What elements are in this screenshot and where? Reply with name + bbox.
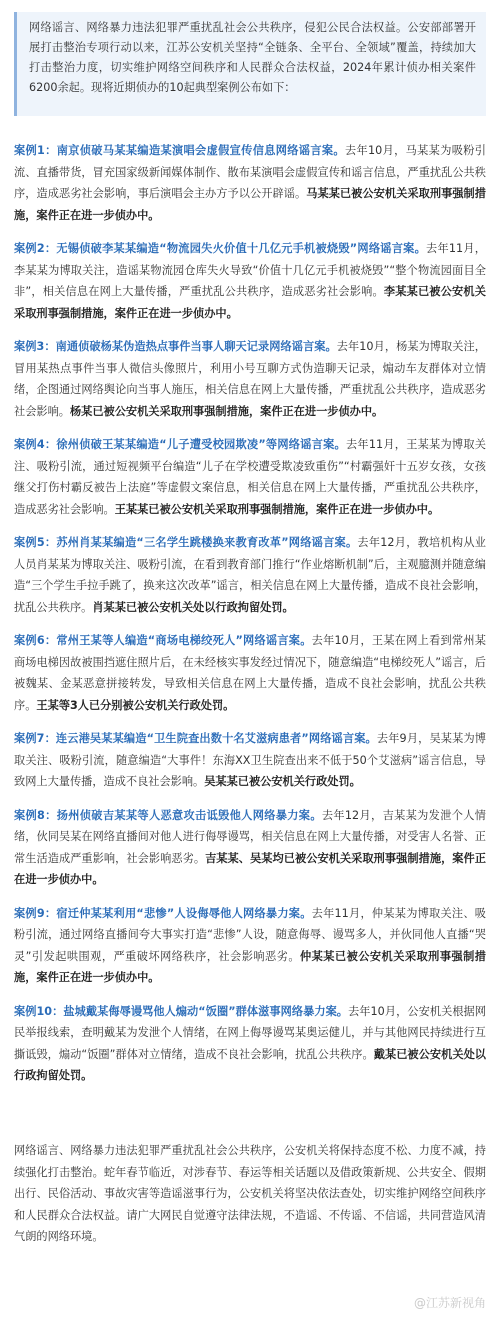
case-item — [14, 1001, 486, 1087]
case-body: 去年10月，杨某为博取关注，冒用某热点事件当事人微信头像照片，利用小号互聊方式伪造聊天记录，煽动车友群体对立情绪，企图通过网络舆论向当事人施压，相关信息在网上大量传播，严重扰乱公共秩序，造成恶劣社会影响。 — [14, 340, 486, 418]
case-title: 案例10：盐城戴某侮辱谩骂他人煽动“饭圈”群体滋事网络暴力案。 — [14, 1004, 349, 1018]
case-title: 案例9：宿迁仲某某利用“悲惨”人设侮辱他人网络暴力案。 — [14, 906, 312, 920]
case-title: 案例3：南通侦破杨某伪造热点事件当事人聊天记录网络谣言案。 — [14, 340, 337, 353]
watermark: @江苏新视角 — [413, 1296, 486, 1310]
case-title: 案例1：南京侦破马某某编造某演唱会虚假宣传信息网络谣言案。 — [14, 144, 345, 157]
case-body: 去年12月，吉某某为发泄个人情绪，伙同吴某在网络直播间对他人进行侮辱谩骂，相关信息在网上大量传播，对受害人名誉、正常生活造成严重影响，社会影响恶劣。 — [14, 808, 486, 865]
case-result: 王某等3人已分别被公安机关行政处罚。 — [36, 698, 235, 712]
case-item — [14, 903, 486, 989]
intro-box — [14, 12, 486, 116]
case-item — [14, 805, 486, 891]
closing-text: 网络谣言、网络暴力违法犯罪严重扰乱社会公共秩序，公安机关将保持态度不松、力度不减，持续强化打击整治。蛇年春节临近，对涉春节、春运等相关话题以及借政策新规、公共安全、假期出行、民俗活动、事故灾害等造谣滋事行为，公安机关将坚决依法查处，切实维护网络空间秩序和人民群众合法权益。请广大网民自觉遵守法律法规，不造谣、不传谣、不信谣，共同营造风清气朗的网络环境。 — [14, 1144, 486, 1243]
case-body: 去年11月，仲某某为博取关注、吸粉引流，通过网络直播间夸大事实打造“悲惨”人设，随意侮辱、谩骂多人，并伙同他人直播“哭灵”引发起哄围观，严重破坏网络秩序，社会影响恶劣。 — [14, 906, 486, 963]
case-body: 去年10月，马某某为吸粉引流、直播带货，冒充国家级新闻媒体制作、散布某演唱会虚假宣传和谣言信息，严重扰乱公共秩序，造成恶劣社会影响，事后演唱会主办方予以公开辟谣。 — [14, 144, 486, 200]
case-item — [14, 728, 486, 793]
case-body: 去年9月，吴某某为博取关注、吸粉引流，随意编造“大事件！东海XX卫生院查出来不低于50个艾滋病”谣言信息，导致网上大量传播，造成不良社会影响。 — [14, 732, 486, 788]
case-list — [14, 140, 486, 1099]
case-title: 案例5：苏州肖某某编造“三名学生跳楼换来教育改革”网络谣言案。 — [14, 536, 358, 549]
case-result: 吉某某、吴某均已被公安机关采取刑事强制措施，案件正在进一步侦办中。 — [14, 851, 486, 886]
case-result: 杨某已被公安机关采取刑事强制措施，案件正在进一步侦办中。 — [69, 404, 384, 418]
case-result: 肖某某已被公安机关处以行政拘留处罚。 — [92, 600, 294, 614]
case-title: 案例6：常州王某等人编造“商场电梯绞死人”网络谣言案。 — [14, 634, 312, 647]
case-result: 仲某某已被公安机关采取刑事强制措施，案件正在进一步侦办中。 — [14, 949, 486, 984]
closing-paragraph — [14, 1140, 486, 1248]
case-item — [14, 630, 486, 716]
case-body: 去年11月，王某某为博取关注、吸粉引流，通过短视频平台编造“儿子在学校遭受欺凌致重伤”“村霸强奸十五岁女孩，女孩继父打伤村霸反被告上法庭”等虚假文案信息，相关信息在网上大量传播，严重扰乱公共秩序，造成恶劣社会影响。 — [14, 438, 486, 516]
case-body: 去年11月，李某某为博取关注，造谣某物流园仓库失火导致“价值十几亿元手机被烧毁”“整个物流园面目全非”，相关信息在网上大量传播，严重扰乱公共秩序，造成恶劣社会影响。 — [14, 242, 486, 298]
case-title: 案例2：无锡侦破李某某编造“物流园失火价值十几亿元手机被烧毁”网络谣言案。 — [14, 242, 427, 255]
case-title: 案例4：徐州侦破王某某编造“儿子遭受校园欺凌”等网络谣言案。 — [14, 438, 346, 451]
case-item — [14, 238, 486, 324]
case-result: 李某某已被公安机关采取刑事强制措施，案件正在进一步侦办中。 — [14, 285, 486, 320]
case-title: 案例7：连云港吴某某编造“卫生院查出数十名艾滋病患者”网络谣言案。 — [14, 732, 377, 745]
case-item — [14, 434, 486, 520]
case-item — [14, 336, 486, 422]
case-item — [14, 532, 486, 618]
case-result: 戴某已被公安机关处以行政拘留处罚。 — [14, 1047, 486, 1082]
case-result: 吴某某已被公安机关行政处罚。 — [204, 775, 361, 788]
case-body: 去年12月，教培机构从业人员肖某某为博取关注、吸粉引流，在看到教育部门推行“作业熔断机制”后，主观臆测并随意编造“三个学生手拉手跳了，换来这次改革”谣言，相关信息在网上大量传播，造成不良社会影响，扰乱公共秩序。 — [14, 536, 486, 614]
intro-text: 网络谣言、网络暴力违法犯罪严重扰乱社会公共秩序，侵犯公民合法权益。公安部部署开展打击整治专项行动以来，江苏公安机关坚持“全链条、全平台、全领域”覆盖，持续加大打击整治力度，切实维护网络空间秩序和人民群众合法权益，2024年累计侦办相关案件6200余起。现将近期侦办的10起典型案例公布如下： — [29, 21, 476, 94]
case-title: 案例8：扬州侦破吉某某等人恶意攻击诋毁他人网络暴力案。 — [14, 808, 322, 822]
case-body: 去年10月，公安机关根据网民举报线索，查明戴某为发泄个人情绪，在网上侮辱谩骂某奥运健儿，并与其他网民持续进行互撕诋毁，煽动“饭圈”群体对立情绪，造成不良社会影响，扰乱公共秩序。 — [14, 1004, 486, 1061]
case-body: 去年10月，王某在网上看到常州某商场电梯因故被围挡遮住照片后，在未经核实事发经过情况下，随意编造“电梯绞死人”谣言，后被魏某、金某恶意拼接转发，导致相关信息在网上大量传播，造成不良社会影响，扰乱公共秩序。 — [14, 634, 486, 712]
case-item — [14, 140, 486, 226]
case-result: 马某某已被公安机关采取刑事强制措施，案件正在进一步侦办中。 — [14, 187, 486, 222]
case-result: 王某某已被公安机关采取刑事强制措施，案件正在进一步侦办中。 — [114, 502, 440, 516]
